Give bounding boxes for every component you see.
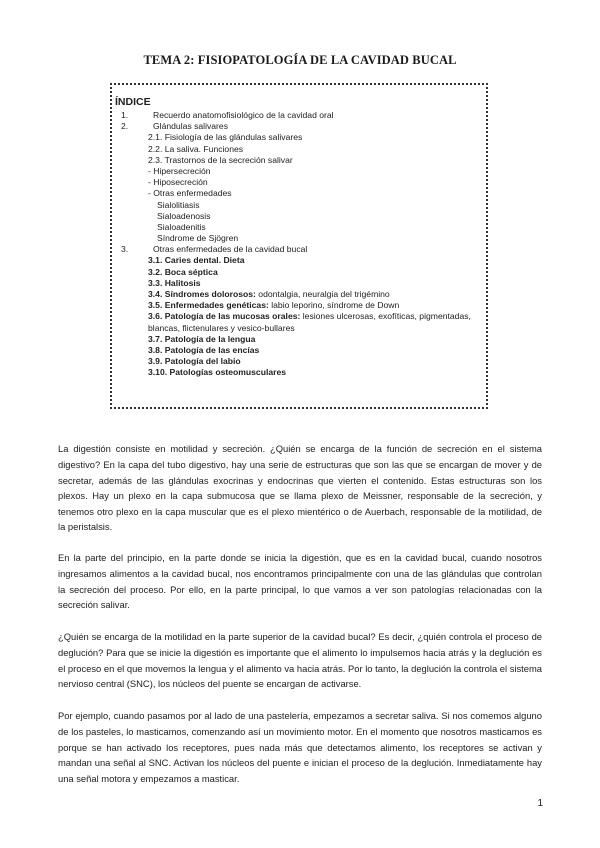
- toc-subitem: 2.1. Fisiología de las glándulas salivares: [148, 132, 303, 143]
- toc-subsubitem: Síndrome de Sjögren: [157, 233, 239, 244]
- toc-subitem: 3.7. Patología de la lengua: [148, 333, 256, 344]
- toc-subsubitem: Sialolitiasis: [157, 199, 200, 210]
- toc-subitem: 2.3. Trastornos de la secreción salivar: [148, 154, 293, 165]
- page-title: TEMA 2: FISIOPATOLOGÍA DE LA CAVIDAD BUCAL: [143, 53, 457, 67]
- toc-subitem: 3.3. Halitosis: [148, 277, 201, 288]
- toc-subitem-title: 3.6. Patología de las mucosas orales:: [148, 311, 301, 322]
- toc-subitem-title: 3.5. Enfermedades genéticas:: [148, 300, 269, 311]
- toc-item: [115, 121, 495, 132]
- toc-subitem: 3.8. Patología de las encías: [148, 344, 260, 355]
- toc-item: [115, 244, 495, 255]
- page-number: 1: [537, 798, 543, 809]
- toc-subitem: - Hipersecreción: [148, 165, 211, 176]
- toc-subsubitem: Sialoadenitis: [157, 221, 206, 232]
- toc-subitem: 3.2. Boca séptica: [148, 266, 218, 277]
- paragraph-deglutition: ¿Quién se encarga de la motilidad en la parte superior de la cavidad bucal? Es decir, ¿quién controla el proceso de deglución? Para que se inicie la digestión es importante que el alimento lo impulsemos hacia atrás y la deglución es el proceso en el que movemos la lengua y el alimento va hacia atrás. Por lo tanto, la deglución la controla el sistema nervioso central (SNC), los núcleos del puente se encargan de activarse.: [58, 631, 542, 690]
- toc-item: [115, 110, 495, 121]
- toc-heading: ÍNDICE: [115, 96, 151, 108]
- toc-subitem: [115, 311, 495, 322]
- toc-subitem: 2.2. La saliva. Funciones: [148, 143, 244, 154]
- paragraph-oral-cavity: En la parte del principio, en la parte donde se inicia la digestión, que es en la cavidad bucal, cuando nosotros ingresamos alimentos a la cavidad bucal, nos encontramos principalmente con una de las glándulas que controlan la secreción del proceso. Por ello, en la parte principal, lo que vamos a ver son patologías relacionadas con la secreción salivar.: [58, 552, 542, 611]
- toc-item-number: 3.: [121, 244, 129, 255]
- toc-subitem: - Hiposecreción: [148, 177, 208, 188]
- toc-subitem: 3.1. Caries dental. Dieta: [148, 255, 245, 266]
- toc-item-label: Recuerdo anatomofisiológico de la cavidad oral: [153, 110, 334, 120]
- toc-item-number: 1.: [121, 110, 129, 120]
- toc-subitem: - Otras enfermedades: [148, 188, 232, 199]
- toc-item-label: Glándulas salivares: [153, 121, 228, 132]
- toc-subitem: [115, 300, 495, 311]
- toc-subitem-continuation: blancas, flictenulares y vesico-bullares: [148, 322, 295, 333]
- toc-item-label: Otras enfermedades de la cavidad bucal: [153, 244, 308, 255]
- toc-subitem: [115, 289, 495, 300]
- toc-subitem: 3.10. Patologías osteomusculares: [148, 367, 287, 378]
- toc-subitem-detail: lesiones ulcerosas, exofíticas, pigmentadas,: [300, 311, 471, 322]
- paragraph-digestion: La digestión consiste en motilidad y secreción. ¿Quién se encarga de la función de secreción en el sistema digestivo? En la capa del tubo digestivo, hay una serie de estructuras que son las que se encargan de mover y de secretar, además de las glándulas exocrinas y endocrinas que vierten el contenido. Estas estructuras son los plexos. Hay un plexo en la capa submucosa que se llama plexo de Meissner, responsable de la secreción, y tenemos otro plexo en la capa muscular que es el plexo mientérico o de Auerbach, responsable de la motilidad, de la peristalsis.: [58, 443, 542, 533]
- toc-subitem: 3.9. Patología del labio: [148, 356, 241, 367]
- toc-subitem-detail: odontalgia, neuralgia del trigémino: [255, 289, 390, 299]
- toc-subitem-detail: labio leporino, síndrome de Down: [268, 300, 400, 311]
- table-of-contents: [115, 96, 495, 379]
- toc-subsubitem: Sialoadenosis: [157, 210, 211, 221]
- toc-subitem-title: 3.4. Síndromes dolorosos:: [148, 289, 256, 299]
- toc-item-number: 2.: [121, 121, 129, 132]
- paragraph-example: Por ejemplo, cuando pasamos por al lado de una pastelería, empezamos a secretar saliva. Si nos comemos alguno de los pasteles, lo masticamos, comenzando así un movimiento motor. En el momento que nosotros masticamos es porque se han activado los receptores, pues nada más que detectamos alimento, los receptores se activan y mandan una señal al SNC. Activan los núcleos del puente e inician el proceso de la deglución. Inmediatamente hay una señal motora y empezamos a masticar.: [58, 710, 542, 784]
